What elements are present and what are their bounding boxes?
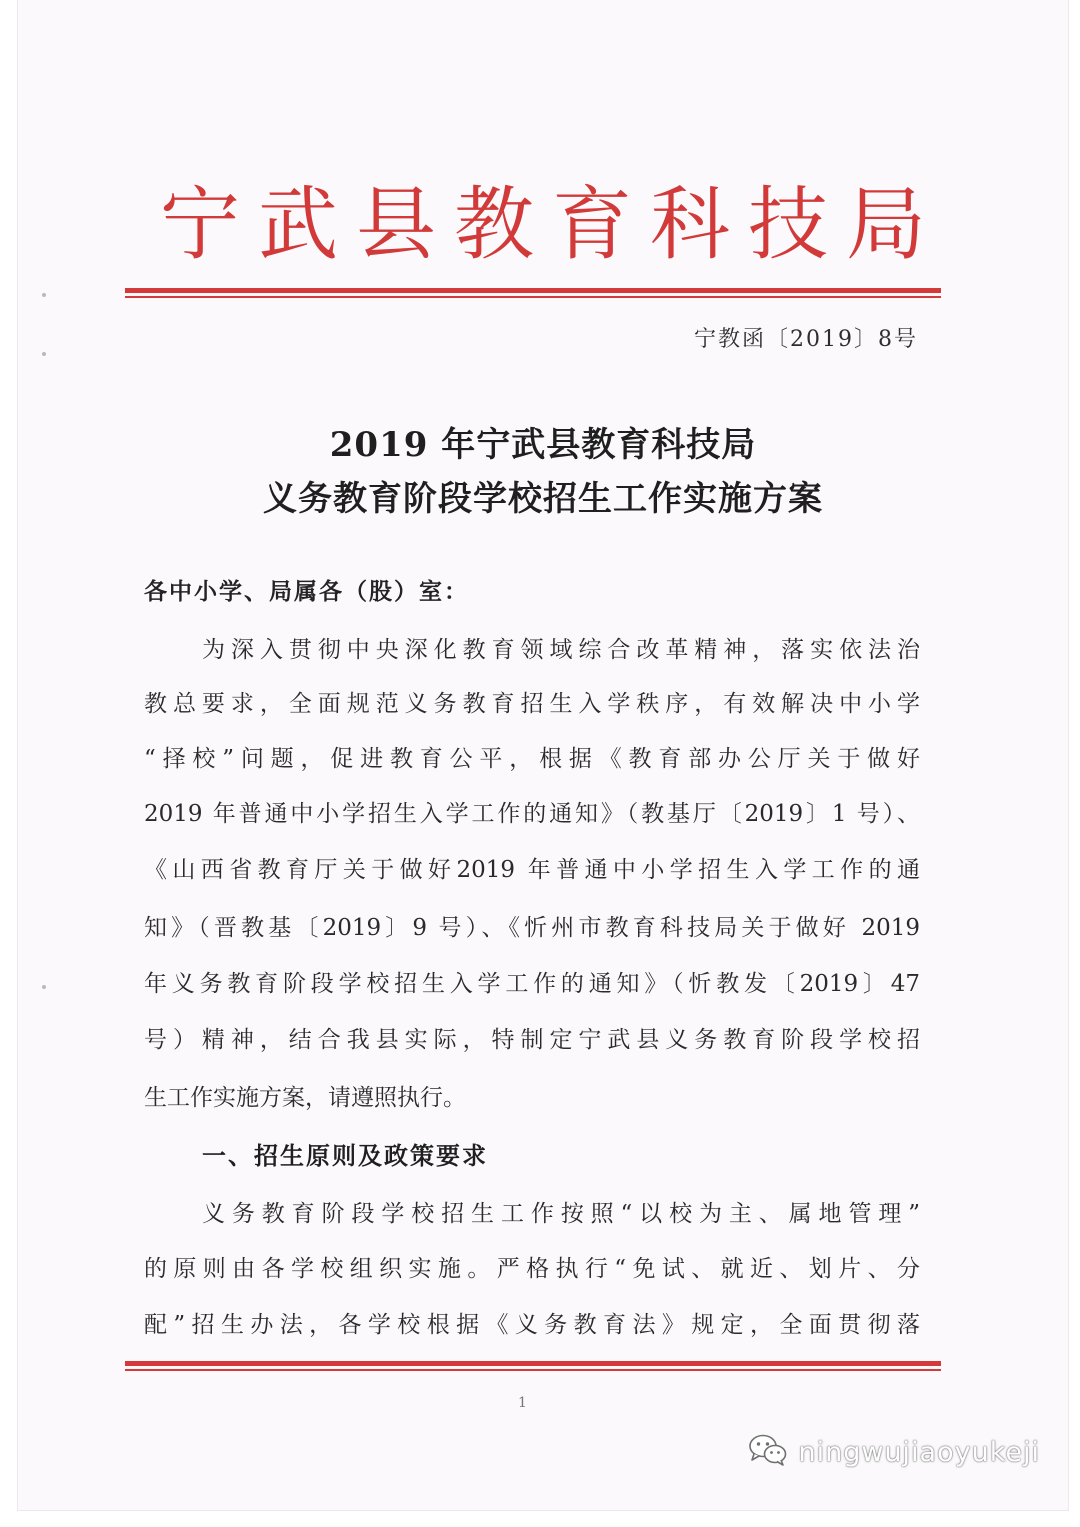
paragraph-line: 的原则由各学校组织实施。严格执行“免试、就近、划片、分: [144, 1256, 920, 1282]
document-number: 宁教函〔2019〕8号: [694, 327, 918, 352]
paragraph-line: 教总要求，全面规范义务教育招生入学秩序，有效解决中小学: [144, 691, 920, 717]
letterhead-rule: [125, 288, 941, 298]
footer-rule: [125, 1361, 941, 1371]
paragraph-line: 2019 年普通中小学招生入学工作的通知》（教基厅〔2019〕1 号）、: [144, 801, 920, 827]
page-number: 1: [518, 1395, 527, 1411]
salutation: 各中小学、局属各（股）室：: [144, 578, 469, 605]
scan-speck: [42, 352, 46, 356]
scan-speck: [42, 293, 46, 297]
wechat-watermark: [748, 1432, 1040, 1472]
document-title-line-1: 2019 年宁武县教育科技局: [329, 425, 757, 465]
watermark-account: ningwujiaoyukeji: [798, 1436, 1040, 1468]
paragraph-line: 号）精神，结合我县实际，特制定宁武县义务教育阶段学校招: [144, 1027, 920, 1053]
paragraph-line: 生工作实施方案，请遵照执行。: [144, 1085, 466, 1111]
paragraph-line: 《山西省教育厅关于做好2019 年普通中小学招生入学工作的通: [144, 857, 920, 883]
paragraph-line: “择校”问题，促进教育公平，根据《教育部办公厅关于做好: [144, 746, 920, 772]
letterhead-title: 宁武县教育科技局: [160, 178, 944, 271]
paragraph-line: 义务教育阶段学校招生工作按照“以校为主、属地管理”: [202, 1201, 920, 1227]
rule-thick-line: [125, 288, 941, 293]
rule-thin-line: [125, 296, 941, 298]
paragraph-line: 年义务教育阶段学校招生入学工作的通知》（忻教发〔2019〕47: [144, 971, 920, 997]
scan-speck: [42, 985, 46, 989]
document-page: [18, 0, 1068, 1510]
paragraph-line: 配”招生办法，各学校根据《义务教育法》规定，全面贯彻落: [144, 1312, 920, 1338]
rule-thin-line: [125, 1369, 941, 1371]
document-title-line-2: 义务教育阶段学校招生工作实施方案: [263, 479, 823, 519]
section-heading: 一、招生原则及政策要求: [202, 1141, 488, 1170]
paragraph-line: 知》（晋教基〔2019〕9 号）、《忻州市教育科技局关于做好 2019: [144, 915, 920, 941]
wechat-icon: [748, 1433, 788, 1471]
rule-thick-line: [125, 1361, 941, 1366]
paragraph-line: 为深入贯彻中央深化教育领域综合改革精神，落实依法治: [202, 637, 920, 663]
